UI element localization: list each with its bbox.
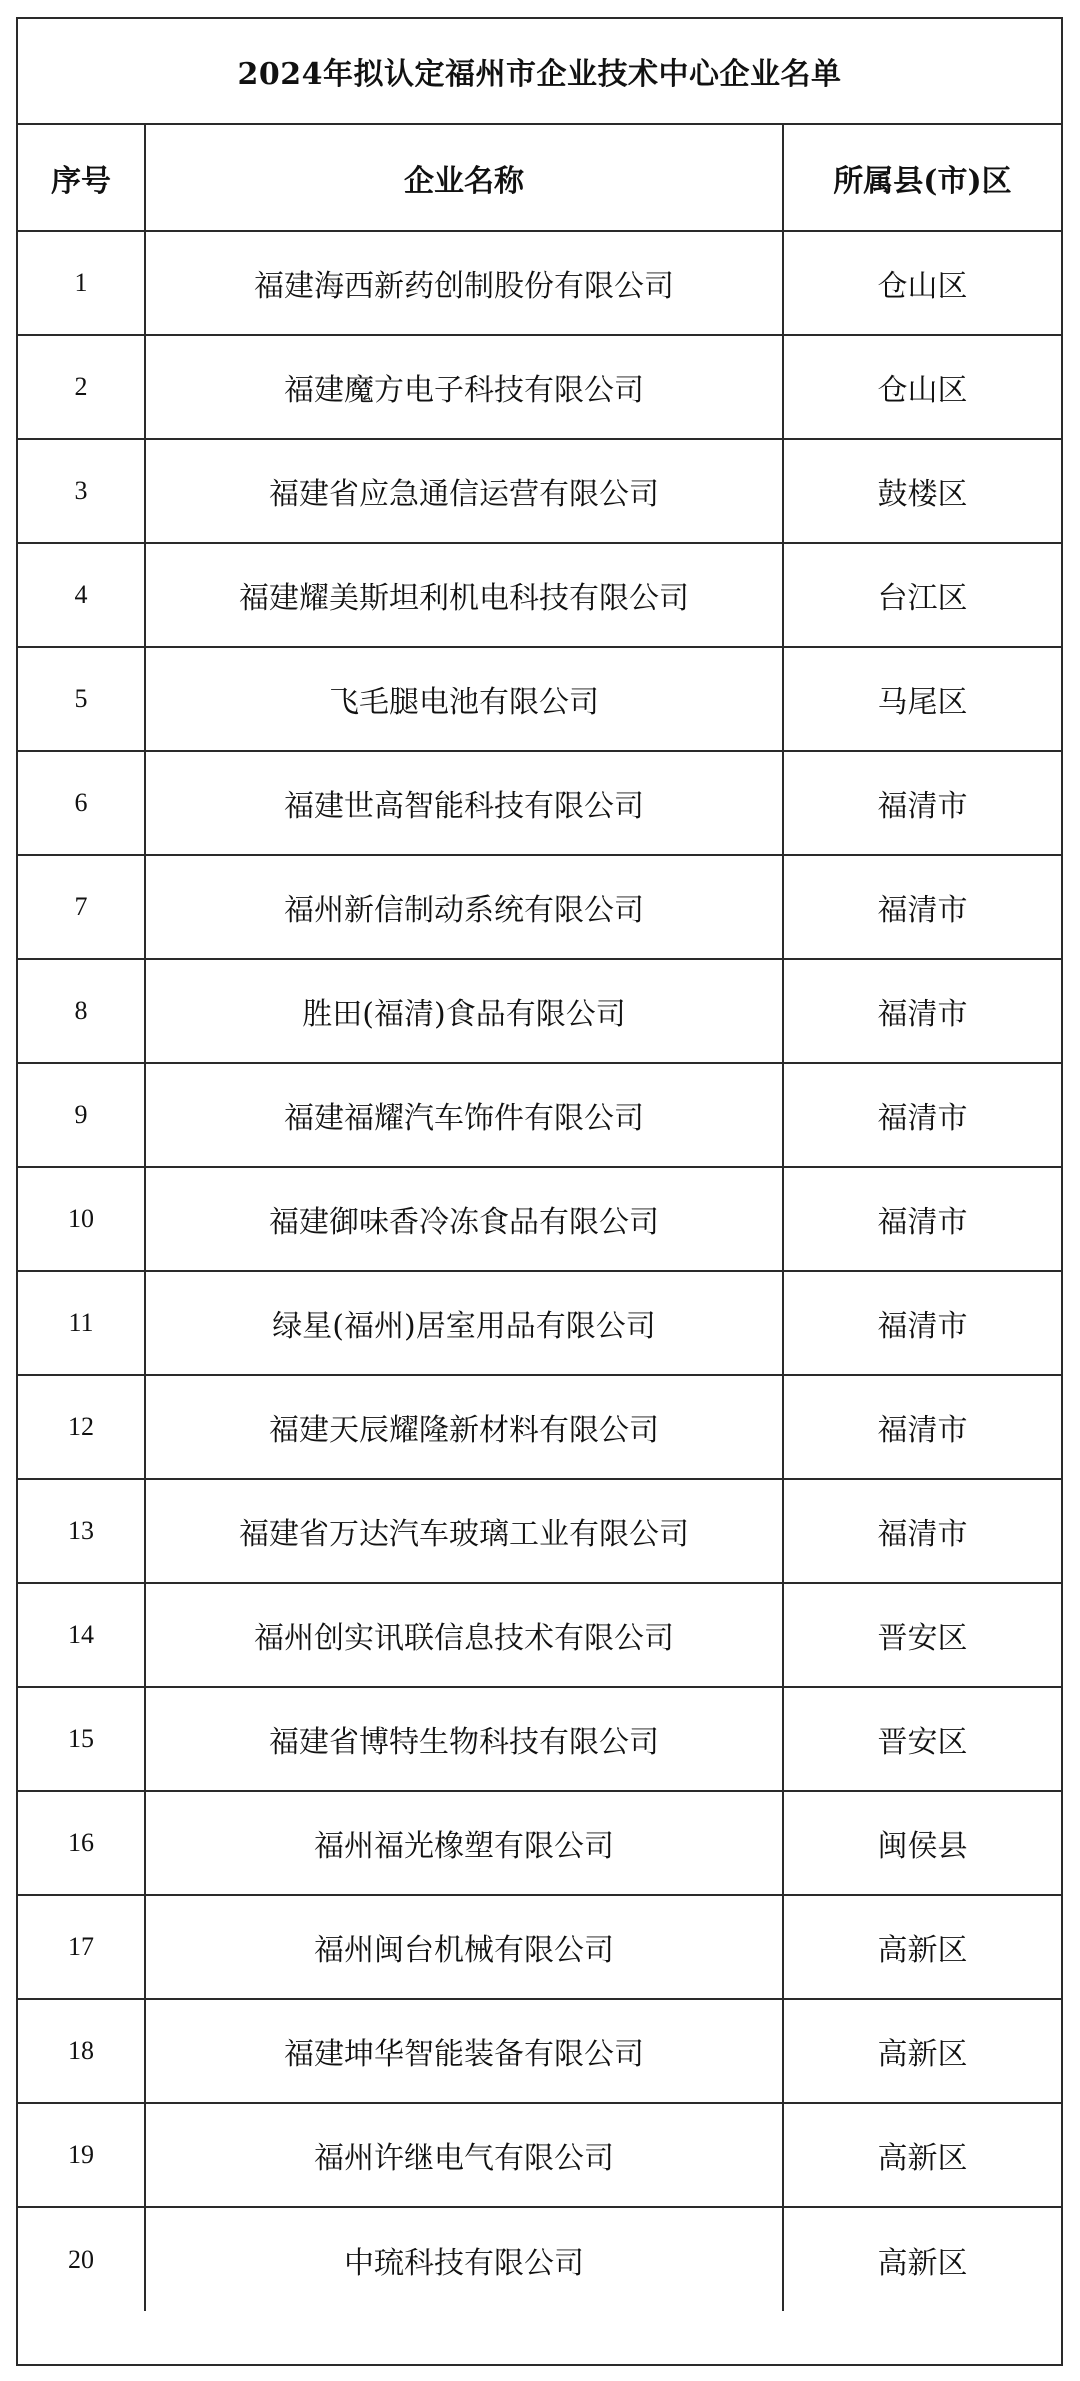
column-header-index: 序号 [18, 125, 145, 231]
header-row [18, 125, 1061, 231]
row-index: 10 [18, 1167, 145, 1271]
table-row [18, 1271, 1061, 1375]
company-name: 福建省万达汽车玻璃工业有限公司 [145, 1479, 783, 1583]
table-row [18, 1063, 1061, 1167]
table-row [18, 1375, 1061, 1479]
company-name: 福州新信制动系统有限公司 [145, 855, 783, 959]
company-name: 福建御味香冷冻食品有限公司 [145, 1167, 783, 1271]
company-name: 福建世高智能科技有限公司 [145, 751, 783, 855]
row-index: 8 [18, 959, 145, 1063]
company-name: 福建省应急通信运营有限公司 [145, 439, 783, 543]
table-row [18, 335, 1061, 439]
district-name: 福清市 [783, 1167, 1061, 1271]
table-row [18, 647, 1061, 751]
table-row [18, 1791, 1061, 1895]
table-row [18, 1999, 1061, 2103]
table-row [18, 1479, 1061, 1583]
company-name: 福建耀美斯坦利机电科技有限公司 [145, 543, 783, 647]
row-index: 17 [18, 1895, 145, 1999]
company-name: 福州闽台机械有限公司 [145, 1895, 783, 1999]
company-name: 福建福耀汽车饰件有限公司 [145, 1063, 783, 1167]
district-name: 福清市 [783, 1375, 1061, 1479]
district-name: 马尾区 [783, 647, 1061, 751]
district-name: 高新区 [783, 2103, 1061, 2207]
table-row [18, 1895, 1061, 1999]
district-name: 仓山区 [783, 231, 1061, 335]
table-row [18, 439, 1061, 543]
district-name: 福清市 [783, 1063, 1061, 1167]
company-name: 福州许继电气有限公司 [145, 2103, 783, 2207]
company-name: 福建海西新药创制股份有限公司 [145, 231, 783, 335]
district-name: 晋安区 [783, 1687, 1061, 1791]
row-index: 11 [18, 1271, 145, 1375]
company-name: 福建省博特生物科技有限公司 [145, 1687, 783, 1791]
column-header-company: 企业名称 [145, 125, 783, 231]
row-index: 14 [18, 1583, 145, 1687]
enterprise-table [18, 125, 1061, 2311]
district-name: 鼓楼区 [783, 439, 1061, 543]
table-row [18, 543, 1061, 647]
district-name: 福清市 [783, 1271, 1061, 1375]
row-index: 1 [18, 231, 145, 335]
table-body [18, 231, 1061, 2311]
row-index: 9 [18, 1063, 145, 1167]
district-name: 闽侯县 [783, 1791, 1061, 1895]
enterprise-list-table [16, 17, 1063, 2366]
company-name: 福州创实讯联信息技术有限公司 [145, 1583, 783, 1687]
table-title: 2024年拟认定福州市企业技术中心企业名单 [18, 19, 1061, 125]
company-name: 飞毛腿电池有限公司 [145, 647, 783, 751]
row-index: 2 [18, 335, 145, 439]
table-row [18, 231, 1061, 335]
row-index: 19 [18, 2103, 145, 2207]
row-index: 18 [18, 1999, 145, 2103]
table-row [18, 959, 1061, 1063]
district-name: 福清市 [783, 1479, 1061, 1583]
district-name: 台江区 [783, 543, 1061, 647]
company-name: 福建天辰耀隆新材料有限公司 [145, 1375, 783, 1479]
company-name: 福州福光橡塑有限公司 [145, 1791, 783, 1895]
district-name: 福清市 [783, 751, 1061, 855]
company-name: 胜田(福清)食品有限公司 [145, 959, 783, 1063]
row-index: 4 [18, 543, 145, 647]
row-index: 7 [18, 855, 145, 959]
table-row [18, 1583, 1061, 1687]
row-index: 16 [18, 1791, 145, 1895]
row-index: 13 [18, 1479, 145, 1583]
row-index: 6 [18, 751, 145, 855]
table-row [18, 751, 1061, 855]
table-row [18, 1687, 1061, 1791]
table-row [18, 855, 1061, 959]
district-name: 高新区 [783, 1999, 1061, 2103]
table-row [18, 2207, 1061, 2311]
row-index: 15 [18, 1687, 145, 1791]
row-index: 5 [18, 647, 145, 751]
district-name: 仓山区 [783, 335, 1061, 439]
company-name: 绿星(福州)居室用品有限公司 [145, 1271, 783, 1375]
district-name: 晋安区 [783, 1583, 1061, 1687]
district-name: 高新区 [877, 2245, 968, 2281]
column-header-district: 所属县(市)区 [783, 125, 1061, 231]
table-row [18, 2103, 1061, 2207]
row-index: 12 [18, 1375, 145, 1479]
district-name: 高新区 [783, 1895, 1061, 1999]
district-name: 福清市 [783, 855, 1061, 959]
district-name: 福清市 [783, 959, 1061, 1063]
company-name: 福建魔方电子科技有限公司 [145, 335, 783, 439]
company-name: 福建坤华智能装备有限公司 [145, 1999, 783, 2103]
row-index: 20 [18, 2207, 145, 2311]
row-index: 3 [18, 439, 145, 543]
table-row [18, 1167, 1061, 1271]
company-name: 中琉科技有限公司 [145, 2207, 783, 2311]
